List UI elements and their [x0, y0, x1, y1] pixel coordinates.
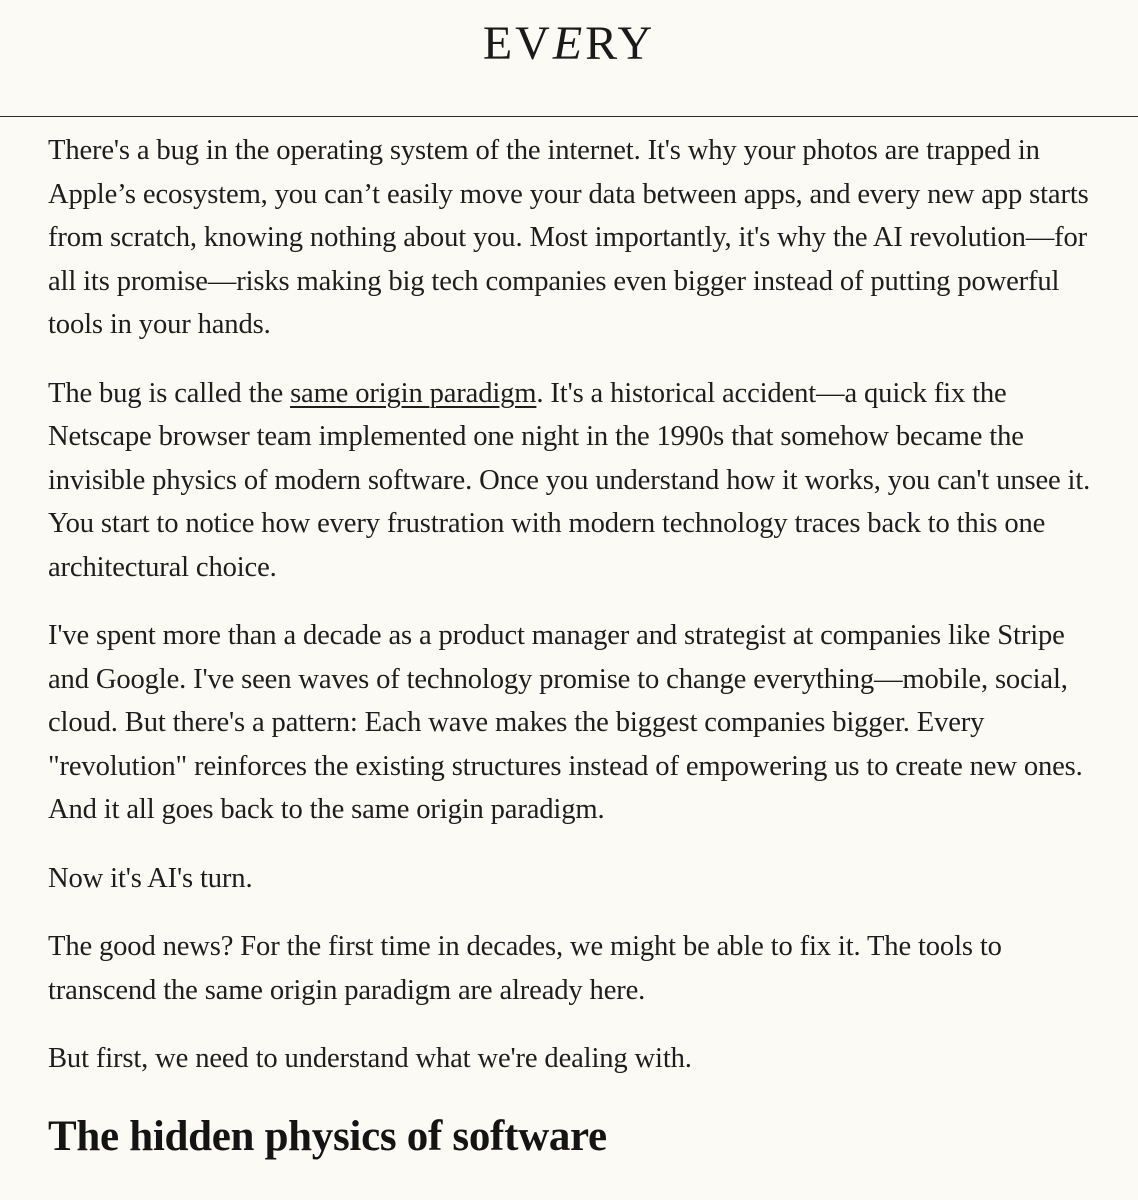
paragraph-intro: There's a bug in the operating system of the internet. It's why your photos are trapped in Apple’s ecosystem, you can’t easily move your data between apps, and every new app starts from scratch, knowing nothing about you. Most importantly, it's why the AI revolution—for all its promise—risks making big tech companies even bigger instead of putting powerful tools in your hands. [48, 135, 1089, 340]
paragraph-bug [48, 372, 1098, 590]
same-origin-paradigm-link[interactable]: same origin paradigm [290, 377, 537, 409]
section-heading: The hidden physics of software [48, 1112, 607, 1160]
paragraph-first: But first, we need to understand what we're dealing with. [48, 1043, 692, 1074]
article-body [0, 117, 1138, 1162]
site-header [0, 0, 1138, 117]
paragraph-experience: I've spent more than a decade as a product manager and strategist at companies like Stripe and Google. I've seen waves of technology promise to change everything—mobile, social, cloud. But there's a pattern: Each wave makes the biggest companies bigger. Every "revolution" reinforces the existing structures instead of empowering us to create new ones. And it all goes back to the same origin paradigm. [48, 620, 1083, 825]
logo-text-end: RY [585, 17, 656, 70]
paragraph-good-news: The good news? For the first time in decades, we might be able to fix it. The tools to transcend the same origin paradigm are already here. [48, 931, 1002, 1006]
logo-text-italic-e: E [552, 17, 586, 70]
paragraph-bug-before: The bug is called the [48, 377, 291, 409]
paragraph-bug-after: . It's a historical accident—a quick fix the Netscape browser team implemented one night in the 1990s that somehow became the invisible physics of modern software. Once you understand how it works, you can't unsee it. You start to notice how every frustration with modern technology traces back to this one architectural choice. [48, 377, 1091, 583]
logo-text-start: EV [482, 17, 553, 70]
every-logo[interactable] [0, 17, 1138, 70]
paragraph-ai-turn: Now it's AI's turn. [48, 862, 253, 894]
